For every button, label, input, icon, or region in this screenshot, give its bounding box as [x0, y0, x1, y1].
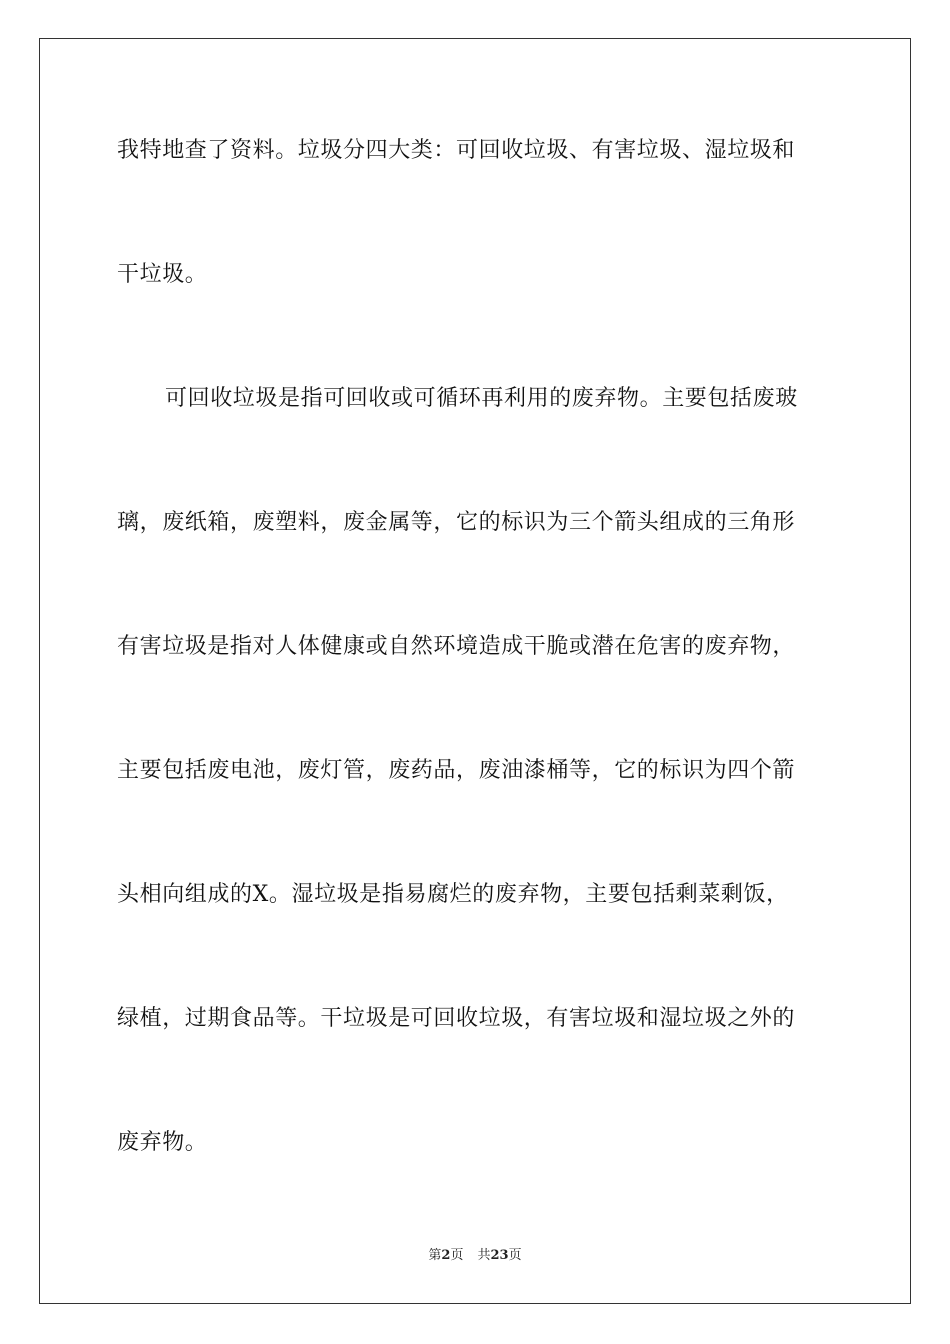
- page-border: [39, 38, 911, 1304]
- total-pages: 23: [490, 1248, 509, 1263]
- body-text-line: 废弃物。: [117, 1130, 208, 1155]
- body-text-line: 可回收垃圾是指可回收或可循环再利用的废弃物。主要包括废玻: [165, 386, 798, 411]
- body-text-line: 头相向组成的X。湿垃圾是指易腐烂的废弃物，主要包括剩菜剩饭，: [117, 882, 789, 907]
- total-label-prefix: 共: [477, 1248, 491, 1263]
- page-label-suffix: 页: [450, 1248, 464, 1263]
- page-label-prefix: 第: [428, 1248, 442, 1263]
- body-text-line: 璃，废纸箱，废塑料，废金属等，它的标识为三个箭头组成的三角形: [117, 510, 796, 535]
- body-text-line: 我特地查了资料。垃圾分四大类：可回收垃圾、有害垃圾、湿垃圾和: [117, 138, 796, 163]
- body-text-line: 主要包括废电池，废灯管，废药品，废油漆桶等，它的标识为四个箭: [117, 758, 796, 783]
- page-footer: [0, 1247, 950, 1265]
- body-text-line: 绿植，过期食品等。干垃圾是可回收垃圾，有害垃圾和湿垃圾之外的: [117, 1006, 796, 1031]
- body-text-line: 有害垃圾是指对人体健康或自然环境造成干脆或潜在危害的废弃物，: [117, 634, 796, 659]
- total-label-suffix: 页: [508, 1248, 522, 1263]
- page-number: 2: [441, 1248, 451, 1263]
- body-text-line: 干垃圾。: [117, 262, 208, 287]
